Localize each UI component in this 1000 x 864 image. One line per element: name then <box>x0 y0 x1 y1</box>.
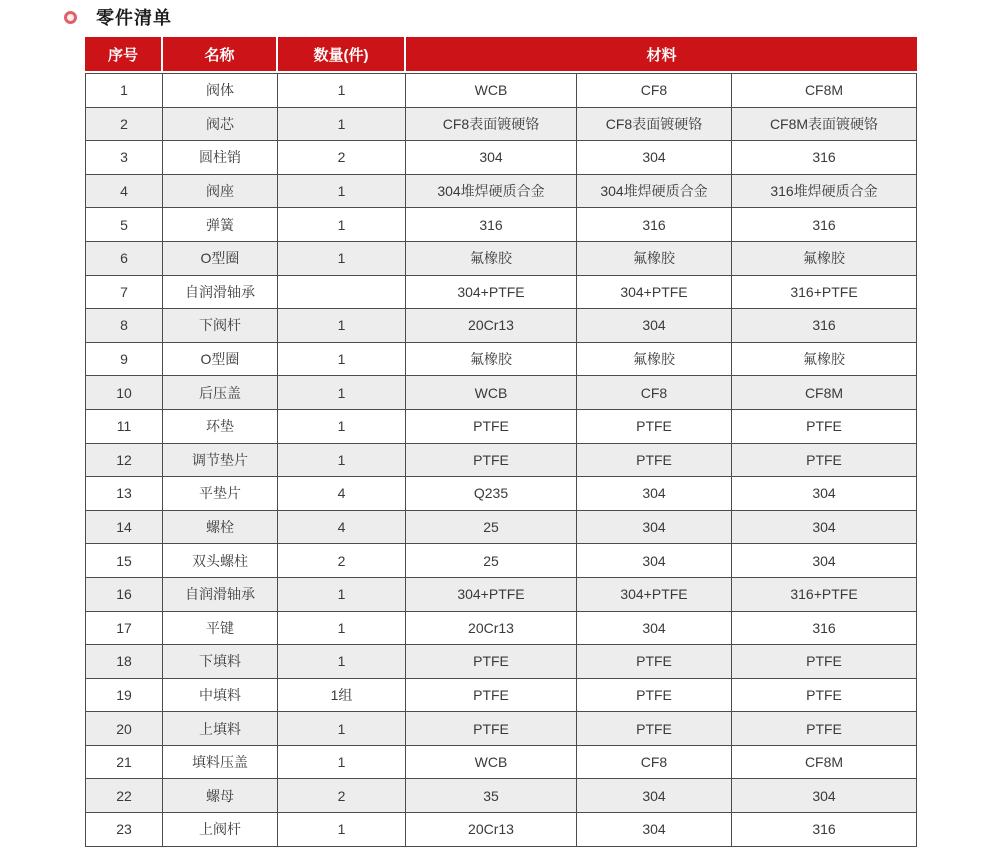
cell-material-2: 304 <box>577 813 732 847</box>
table-row <box>85 276 917 310</box>
cell-name: 螺母 <box>163 779 278 813</box>
cell-name: 调节垫片 <box>163 444 278 478</box>
cell-material-2: PTFE <box>577 679 732 713</box>
cell-index: 22 <box>85 779 163 813</box>
cell-index: 7 <box>85 276 163 310</box>
cell-index: 17 <box>85 612 163 646</box>
cell-index: 6 <box>85 242 163 276</box>
cell-material-3: CF8M <box>732 376 917 410</box>
cell-quantity: 1 <box>278 444 406 478</box>
cell-index: 1 <box>85 73 163 108</box>
table-row <box>85 544 917 578</box>
cell-material-3: 304 <box>732 544 917 578</box>
cell-name: 自润滑轴承 <box>163 276 278 310</box>
cell-material-1: WCB <box>406 73 577 108</box>
cell-name: 弹簧 <box>163 208 278 242</box>
cell-name: 螺栓 <box>163 511 278 545</box>
cell-quantity: 1 <box>278 343 406 377</box>
cell-material-2: 304堆焊硬质合金 <box>577 175 732 209</box>
cell-quantity <box>278 276 406 310</box>
cell-material-3: 304 <box>732 477 917 511</box>
table-row <box>85 208 917 242</box>
table-row <box>85 813 917 847</box>
cell-material-1: 25 <box>406 544 577 578</box>
cell-name: 环垫 <box>163 410 278 444</box>
cell-material-3: 316 <box>732 141 917 175</box>
cell-quantity: 1组 <box>278 679 406 713</box>
cell-material-3: 氟橡胶 <box>732 242 917 276</box>
cell-material-1: 氟橡胶 <box>406 242 577 276</box>
cell-name: 后压盖 <box>163 376 278 410</box>
cell-index: 2 <box>85 108 163 142</box>
table-row <box>85 376 917 410</box>
cell-material-1: WCB <box>406 376 577 410</box>
table-row <box>85 175 917 209</box>
cell-material-3: CF8M <box>732 73 917 108</box>
cell-quantity: 1 <box>278 242 406 276</box>
cell-material-2: 氟橡胶 <box>577 242 732 276</box>
cell-material-2: 304 <box>577 309 732 343</box>
cell-material-1: 304+PTFE <box>406 276 577 310</box>
cell-index: 8 <box>85 309 163 343</box>
cell-name: 阀芯 <box>163 108 278 142</box>
table-row <box>85 141 917 175</box>
cell-index: 9 <box>85 343 163 377</box>
cell-material-3: 316+PTFE <box>732 276 917 310</box>
table-row <box>85 612 917 646</box>
table-row <box>85 410 917 444</box>
cell-material-3: 304 <box>732 779 917 813</box>
cell-quantity: 1 <box>278 175 406 209</box>
cell-name: 上填料 <box>163 712 278 746</box>
cell-quantity: 1 <box>278 376 406 410</box>
cell-name: 平垫片 <box>163 477 278 511</box>
cell-index: 11 <box>85 410 163 444</box>
cell-material-2: 304 <box>577 477 732 511</box>
cell-material-1: 氟橡胶 <box>406 343 577 377</box>
cell-material-1: 20Cr13 <box>406 813 577 847</box>
cell-material-2: PTFE <box>577 712 732 746</box>
cell-material-2: CF8 <box>577 746 732 780</box>
header-row <box>85 37 917 73</box>
cell-quantity: 2 <box>278 779 406 813</box>
cell-name: 平键 <box>163 612 278 646</box>
cell-material-2: 304 <box>577 544 732 578</box>
cell-material-3: 316 <box>732 813 917 847</box>
cell-name: 填料压盖 <box>163 746 278 780</box>
cell-index: 10 <box>85 376 163 410</box>
cell-index: 13 <box>85 477 163 511</box>
cell-name: 下填料 <box>163 645 278 679</box>
cell-material-1: PTFE <box>406 410 577 444</box>
cell-material-1: 25 <box>406 511 577 545</box>
cell-material-1: PTFE <box>406 645 577 679</box>
table-row <box>85 108 917 142</box>
cell-material-3: 304 <box>732 511 917 545</box>
cell-material-3: PTFE <box>732 645 917 679</box>
cell-name: 阀体 <box>163 73 278 108</box>
cell-material-2: CF8 <box>577 73 732 108</box>
table-row <box>85 712 917 746</box>
cell-quantity: 4 <box>278 477 406 511</box>
cell-name: 阀座 <box>163 175 278 209</box>
cell-index: 20 <box>85 712 163 746</box>
cell-material-1: CF8表面镀硬铬 <box>406 108 577 142</box>
cell-index: 19 <box>85 679 163 713</box>
cell-material-2: 316 <box>577 208 732 242</box>
cell-quantity: 2 <box>278 544 406 578</box>
cell-material-1: 35 <box>406 779 577 813</box>
cell-index: 16 <box>85 578 163 612</box>
cell-material-2: 304+PTFE <box>577 276 732 310</box>
cell-material-3: CF8M <box>732 746 917 780</box>
cell-name: 下阀杆 <box>163 309 278 343</box>
table-row <box>85 746 917 780</box>
cell-material-1: 316 <box>406 208 577 242</box>
table-row <box>85 779 917 813</box>
header-quantity: 数量(件) <box>278 37 406 73</box>
page-title: 零件清单 <box>96 8 172 28</box>
cell-index: 4 <box>85 175 163 209</box>
cell-material-1: PTFE <box>406 444 577 478</box>
cell-name: 上阀杆 <box>163 813 278 847</box>
cell-index: 12 <box>85 444 163 478</box>
cell-material-3: 316 <box>732 612 917 646</box>
cell-name: 自润滑轴承 <box>163 578 278 612</box>
cell-material-2: CF8 <box>577 376 732 410</box>
cell-material-1: 20Cr13 <box>406 309 577 343</box>
table-row <box>85 242 917 276</box>
cell-quantity: 1 <box>278 712 406 746</box>
cell-quantity: 2 <box>278 141 406 175</box>
cell-material-3: 316堆焊硬质合金 <box>732 175 917 209</box>
cell-material-2: PTFE <box>577 410 732 444</box>
cell-material-3: PTFE <box>732 712 917 746</box>
cell-material-1: 304堆焊硬质合金 <box>406 175 577 209</box>
cell-material-1: Q235 <box>406 477 577 511</box>
cell-name: 圆柱销 <box>163 141 278 175</box>
cell-material-2: 304 <box>577 612 732 646</box>
cell-quantity: 1 <box>278 108 406 142</box>
cell-quantity: 1 <box>278 578 406 612</box>
cell-index: 3 <box>85 141 163 175</box>
cell-name: 双头螺柱 <box>163 544 278 578</box>
table-row <box>85 679 917 713</box>
cell-name: O型圈 <box>163 242 278 276</box>
cell-material-3: 316+PTFE <box>732 578 917 612</box>
cell-material-3: PTFE <box>732 410 917 444</box>
cell-material-3: 316 <box>732 208 917 242</box>
table-row <box>85 645 917 679</box>
cell-quantity: 1 <box>278 208 406 242</box>
cell-material-1: 20Cr13 <box>406 612 577 646</box>
table-row <box>85 477 917 511</box>
table-body <box>85 73 917 847</box>
cell-material-2: PTFE <box>577 645 732 679</box>
cell-index: 18 <box>85 645 163 679</box>
cell-material-2: 304 <box>577 779 732 813</box>
cell-material-2: 304 <box>577 511 732 545</box>
cell-material-1: PTFE <box>406 712 577 746</box>
cell-material-2: 304+PTFE <box>577 578 732 612</box>
cell-quantity: 1 <box>278 309 406 343</box>
cell-index: 14 <box>85 511 163 545</box>
cell-material-1: WCB <box>406 746 577 780</box>
cell-quantity: 1 <box>278 73 406 108</box>
cell-material-2: 氟橡胶 <box>577 343 732 377</box>
table-row <box>85 343 917 377</box>
table-header <box>85 37 917 73</box>
table-row <box>85 73 917 108</box>
table-row <box>85 578 917 612</box>
cell-name: 中填料 <box>163 679 278 713</box>
table-row <box>85 444 917 478</box>
cell-material-3: 316 <box>732 309 917 343</box>
cell-index: 23 <box>85 813 163 847</box>
table-row <box>85 309 917 343</box>
cell-quantity: 1 <box>278 612 406 646</box>
cell-material-3: CF8M表面镀硬铬 <box>732 108 917 142</box>
cell-quantity: 1 <box>278 410 406 444</box>
cell-quantity: 1 <box>278 645 406 679</box>
header-index: 序号 <box>85 37 163 73</box>
cell-quantity: 1 <box>278 813 406 847</box>
cell-index: 21 <box>85 746 163 780</box>
cell-index: 15 <box>85 544 163 578</box>
cell-material-3: 氟橡胶 <box>732 343 917 377</box>
bullet-circle-icon <box>64 11 77 24</box>
header-name: 名称 <box>163 37 278 73</box>
page-title-row <box>64 4 172 30</box>
cell-material-3: PTFE <box>732 679 917 713</box>
parts-table <box>85 37 917 847</box>
cell-material-3: PTFE <box>732 444 917 478</box>
cell-material-1: 304 <box>406 141 577 175</box>
cell-material-2: 304 <box>577 141 732 175</box>
table-row <box>85 511 917 545</box>
cell-quantity: 4 <box>278 511 406 545</box>
cell-material-1: PTFE <box>406 679 577 713</box>
cell-material-2: PTFE <box>577 444 732 478</box>
cell-name: O型圈 <box>163 343 278 377</box>
cell-material-2: CF8表面镀硬铬 <box>577 108 732 142</box>
header-material: 材料 <box>406 37 917 73</box>
cell-material-1: 304+PTFE <box>406 578 577 612</box>
cell-index: 5 <box>85 208 163 242</box>
cell-quantity: 1 <box>278 746 406 780</box>
